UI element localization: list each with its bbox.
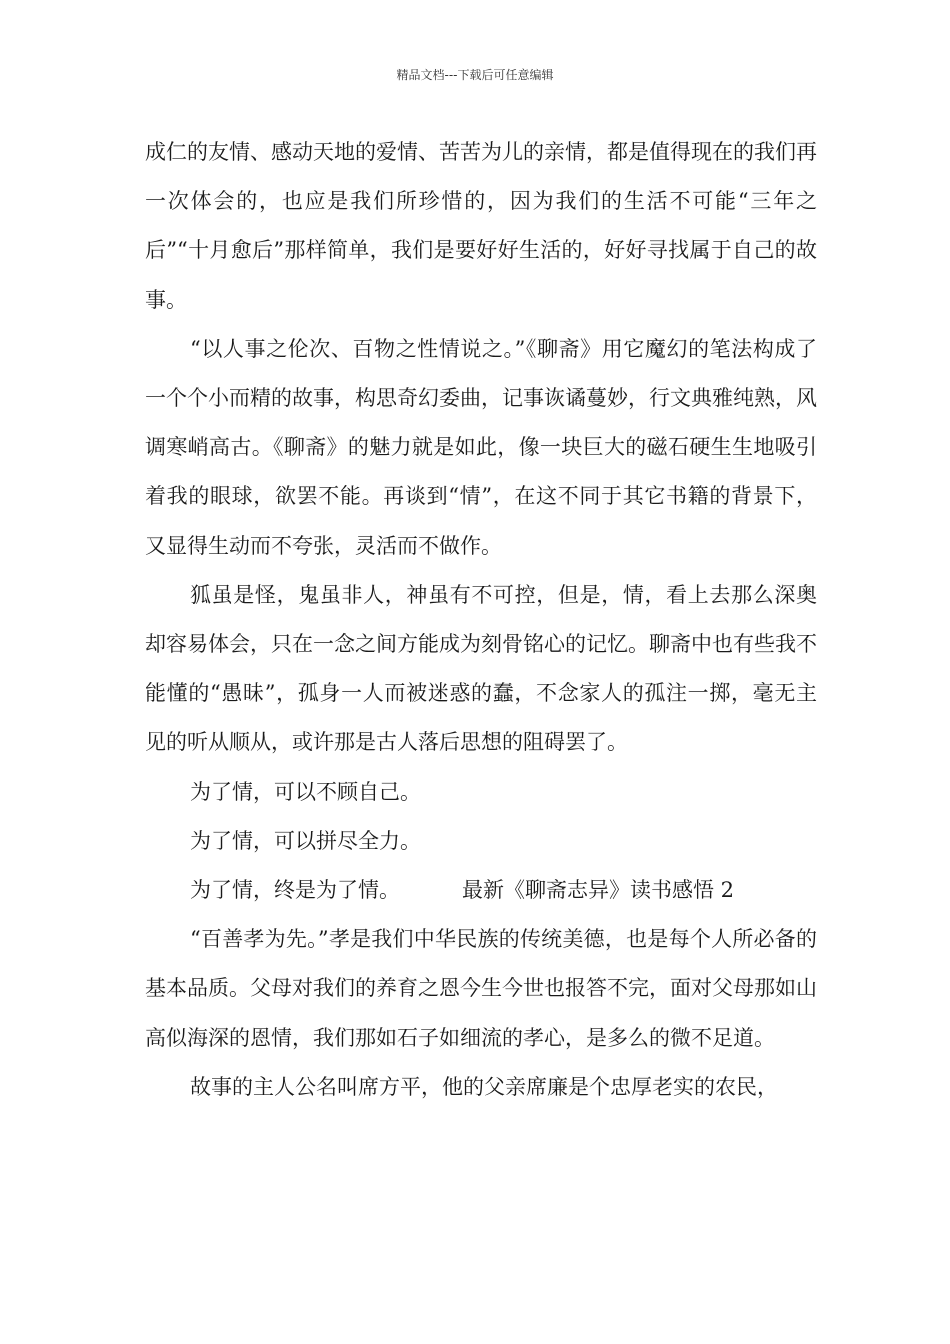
paragraph-4: 为了情，可以不顾自己。 [190, 779, 421, 804]
paragraph-6: 为了情，终是为了情。 [190, 878, 400, 903]
paragraph-2: “以人事之伦次、百物之性情说之。”《聊斋》用它魔幻的笔法构成了一个个小而精的故事，构思奇幻委曲，记事诙谲蔓妙，行文典雅纯熟，风调寒峭高古。《聊斋》的魅力就是如此，像一块巨大的磁石硬生生地吸引着我的眼球，欲罢不能。再谈到“情”，在这不同于其它书籍的背景下，又显得生动而不夸张，灵活而不做作。 [145, 336, 817, 558]
section-title: 最新《聊斋志异》读书感悟 2 [462, 878, 735, 903]
paragraph-7: “百善孝为先。”孝是我们中华民族的传统美德，也是每个人所必备的基本品质。父母对我们的养育之恩今生今世也报答不完，面对父母那如山高似海深的恩情，我们那如石子如细流的孝心，是多么的微不足道。 [145, 927, 817, 1050]
paragraph-6-with-title [145, 866, 817, 915]
paragraph-1: 成仁的友情、感动天地的爱情、苦苦为儿的亲情，都是值得现在的我们再一次体会的，也应是我们所珍惜的，因为我们的生活不可能“三年之后”“十月愈后”那样简单，我们是要好好生活的，好好寻找属于自己的故事。 [145, 140, 817, 312]
page-header: 精品文档---下载后可任意编辑 [396, 68, 554, 82]
paragraph-3: 狐虽是怪，鬼虽非人，神虽有不可控，但是，情，看上去那么深奥却容易体会，只在一念之间方能成为刻骨铭心的记忆。聊斋中也有些我不能懂的“愚昧”，孤身一人而被迷惑的蠢，不念家人的孤注一掷，毫无主见的听从顺从，或许那是古人落后思想的阻碍罢了。 [145, 582, 817, 755]
document-body [145, 128, 817, 1112]
paragraph-8: 故事的主人公名叫席方平，他的父亲席廉是个忠厚老实的农民， [190, 1074, 778, 1099]
paragraph-5: 为了情，可以拼尽全力。 [190, 828, 421, 853]
